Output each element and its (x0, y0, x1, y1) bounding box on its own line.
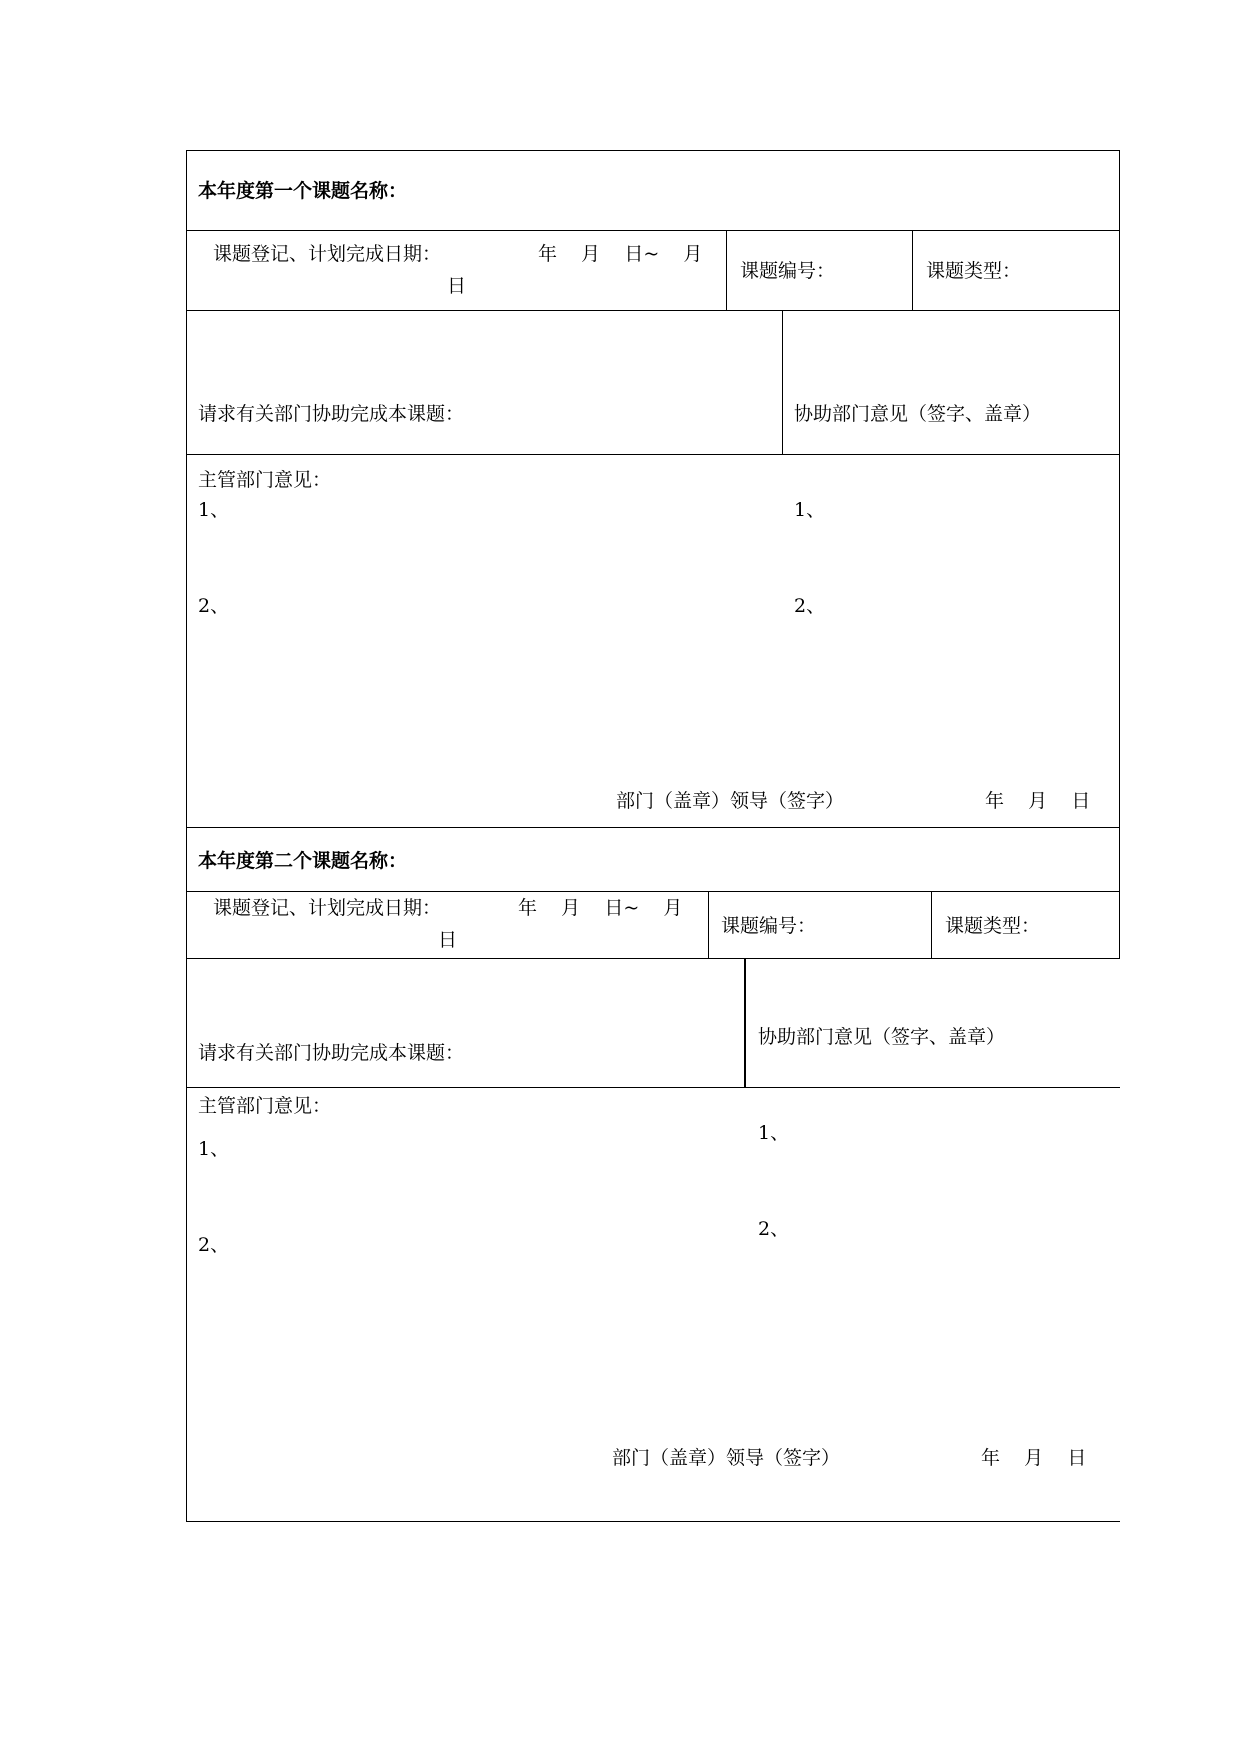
topic-1-number-label: 课题编号： (740, 260, 836, 282)
topic-1-dates-day: 日 (447, 275, 467, 297)
topic-2-request-item: 2、 (198, 1234, 230, 1256)
topic-1-signature-date: 年 月 日 (985, 790, 1091, 812)
topic-1-type-label: 课题类型： (926, 260, 1022, 282)
topic-1-dates-label: 课题登记、计划完成日期： (213, 243, 442, 265)
topic-1-opinion-label: 主管部门意见： (198, 469, 332, 491)
topic-1-assist-item: 2、 (794, 595, 826, 617)
topic-1-request-item: 1、 (198, 499, 230, 521)
table-border-left (186, 150, 187, 1522)
topic-2-assist-block (758, 957, 1005, 1309)
topic-1-dates-value: 年 月 日~ 月 (538, 243, 703, 265)
topic-2-title: 本年度第二个课题名称： (198, 850, 408, 872)
topic-1-request-block (198, 334, 464, 686)
topic-1-assist-label: 协助部门意见（签字、盖章） (794, 403, 1042, 425)
topic-2-signature-line: 部门（盖章）领导（签字） (612, 1447, 841, 1469)
cell-divider (912, 230, 913, 310)
topic-1-request-item: 2、 (198, 595, 230, 617)
topic-1-assist-item: 1、 (794, 499, 826, 521)
cell-divider (726, 230, 727, 310)
topic-2-assist-item: 1、 (758, 1122, 790, 1144)
row-divider (186, 310, 1120, 311)
cell-divider (931, 891, 932, 958)
table-border-bottom (186, 1521, 1120, 1522)
topic-2-dates-day: 日 (438, 929, 458, 951)
cell-divider (708, 891, 709, 958)
topic-2-opinion-label: 主管部门意见： (198, 1095, 332, 1117)
row-divider (186, 827, 1120, 828)
cell-divider (782, 310, 783, 454)
cell-divider (744, 958, 746, 1087)
table-border-right (1119, 150, 1120, 959)
topic-1-assist-block (794, 334, 1041, 686)
topic-2-assist-item: 2、 (758, 1218, 790, 1240)
topic-1-signature-line: 部门（盖章）领导（签字） (616, 790, 845, 812)
table-border-top (186, 150, 1120, 151)
row-divider (186, 230, 1120, 231)
topic-2-assist-label: 协助部门意见（签字、盖章） (758, 1026, 1006, 1048)
topic-2-request-label: 请求有关部门协助完成本课题： (198, 1042, 465, 1064)
topic-2-signature-date: 年 月 日 (981, 1447, 1087, 1469)
topic-2-number-label: 课题编号： (721, 915, 817, 937)
topic-2-type-label: 课题类型： (945, 915, 1041, 937)
topic-1-title: 本年度第一个课题名称： (198, 180, 408, 202)
topic-2-request-item: 1、 (198, 1138, 230, 1160)
topic-2-request-block (198, 973, 464, 1325)
topic-2-dates-value: 年 月 日~ 月 (518, 897, 683, 919)
topic-1-request-label: 请求有关部门协助完成本课题： (198, 403, 465, 425)
topic-2-dates-label: 课题登记、计划完成日期： (213, 897, 442, 919)
